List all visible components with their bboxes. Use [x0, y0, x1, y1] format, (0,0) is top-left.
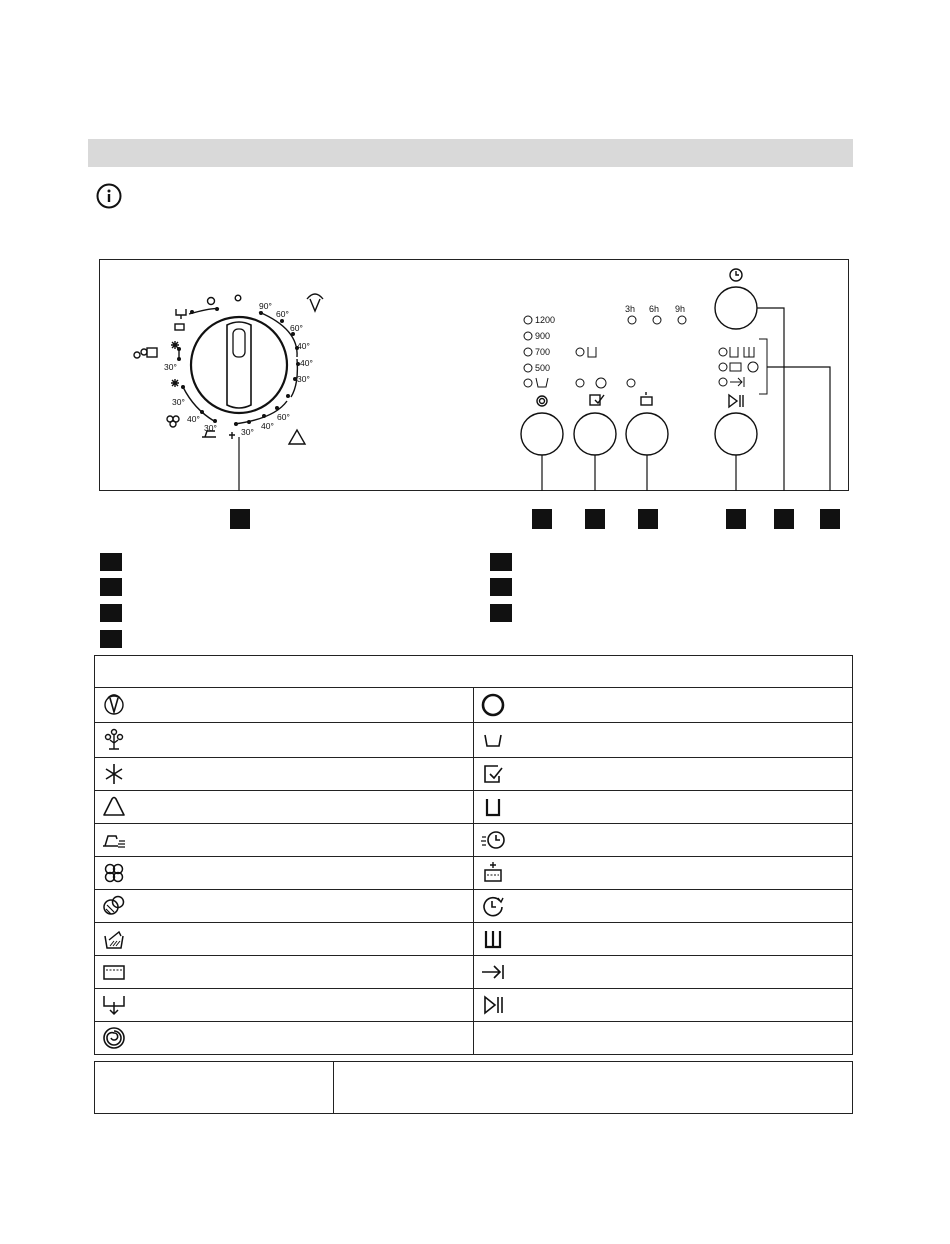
end-icon: [480, 959, 506, 985]
handwash-icon: [147, 348, 157, 357]
svg-text:6h: 6h: [649, 304, 660, 314]
callout-badge: [638, 509, 658, 529]
easy-iron-icon: [101, 827, 127, 853]
svg-text:40°: 40°: [261, 421, 274, 431]
svg-text:40°: 40°: [297, 341, 310, 351]
cotton-icon: [101, 727, 127, 753]
info-icon: [96, 183, 122, 209]
rinse-phase-icon: [480, 926, 506, 952]
note-table-left-cell: [95, 1062, 334, 1114]
extra-rinse-icon: [480, 860, 506, 886]
rinse-icon: [175, 324, 184, 330]
no-spin-icon: [480, 727, 506, 753]
delay-start-icon: [480, 893, 506, 919]
cotton-eco-icon: [307, 294, 323, 311]
delicates-icon: [101, 794, 127, 820]
cotton-eco-icon: [101, 692, 127, 718]
svg-text:90°: 90°: [259, 301, 272, 311]
callout-badge: [230, 509, 250, 529]
start-pause-button: [715, 413, 757, 455]
callout-badge: [820, 509, 840, 529]
symbol-table: [94, 655, 853, 1055]
spin-icon: [101, 1025, 127, 1051]
legend-badge: [100, 604, 122, 622]
quick-icon: [480, 827, 506, 853]
off-icon: [235, 295, 241, 301]
synthetics-icon: [101, 761, 127, 787]
legend-badge: [100, 630, 122, 648]
wool-handwash-icon: [101, 893, 127, 919]
wool-icon: [101, 860, 127, 886]
start-pause-icon: [480, 992, 506, 1018]
legend-badge: [490, 553, 512, 571]
svg-text:30°: 30°: [164, 362, 177, 372]
phase-leds: [719, 339, 767, 394]
delicates-icon: [170, 421, 176, 427]
delay-leds: [625, 304, 686, 324]
rinse-icon: [101, 959, 127, 985]
delicate-triangle-icon: [289, 430, 305, 444]
svg-text:30°: 30°: [241, 427, 254, 437]
svg-text:40°: 40°: [187, 414, 200, 424]
svg-text:500: 500: [535, 363, 551, 373]
drain-icon: [176, 309, 186, 319]
section-header-bar: [88, 139, 853, 167]
svg-text:30°: 30°: [297, 374, 310, 384]
cold-icon: [229, 432, 235, 439]
svg-text:9h: 9h: [675, 304, 686, 314]
note-table-right-cell: [334, 1062, 853, 1114]
svg-text:1200: 1200: [535, 315, 556, 325]
callout-badge: [726, 509, 746, 529]
legend-badge: [490, 578, 512, 596]
callout-badge: [774, 509, 794, 529]
svg-text:30°: 30°: [172, 397, 185, 407]
extra-rinse-button: [626, 413, 668, 455]
svg-text:900: 900: [535, 331, 551, 341]
svg-text:40°: 40°: [300, 358, 313, 368]
button-icons: [537, 269, 743, 407]
option-leds: [576, 347, 635, 388]
synthetics-snowflake-icon: [171, 341, 179, 349]
washing-phase-icon: [480, 794, 506, 820]
spin-leds: [524, 315, 555, 387]
synthetics-icon: [171, 379, 179, 387]
control-panel-drawing: [99, 259, 849, 491]
pointer-lines: [542, 308, 830, 491]
svg-text:30°: 30°: [204, 423, 217, 433]
wool-icon: [134, 352, 140, 358]
drain-icon: [101, 992, 127, 1018]
svg-text:700: 700: [535, 347, 551, 357]
delay-start-button: [715, 287, 757, 329]
legend-badge: [490, 604, 512, 622]
spin-button: [521, 413, 563, 455]
options-button: [574, 413, 616, 455]
callout-badge: [585, 509, 605, 529]
note-table: [94, 1061, 853, 1114]
svg-text:60°: 60°: [277, 412, 290, 422]
svg-text:60°: 60°: [290, 323, 303, 333]
legend-badge: [100, 553, 122, 571]
off-icon: [480, 692, 506, 718]
time-saving-icon: [480, 761, 506, 787]
callout-badge: [532, 509, 552, 529]
legend-badge: [100, 578, 122, 596]
spin-icon: [208, 298, 215, 305]
svg-text:60°: 60°: [276, 309, 289, 319]
symbol-table-header: [95, 656, 853, 688]
handwash-icon: [101, 926, 127, 952]
program-dial[interactable]: [191, 317, 287, 413]
svg-text:3h: 3h: [625, 304, 636, 314]
